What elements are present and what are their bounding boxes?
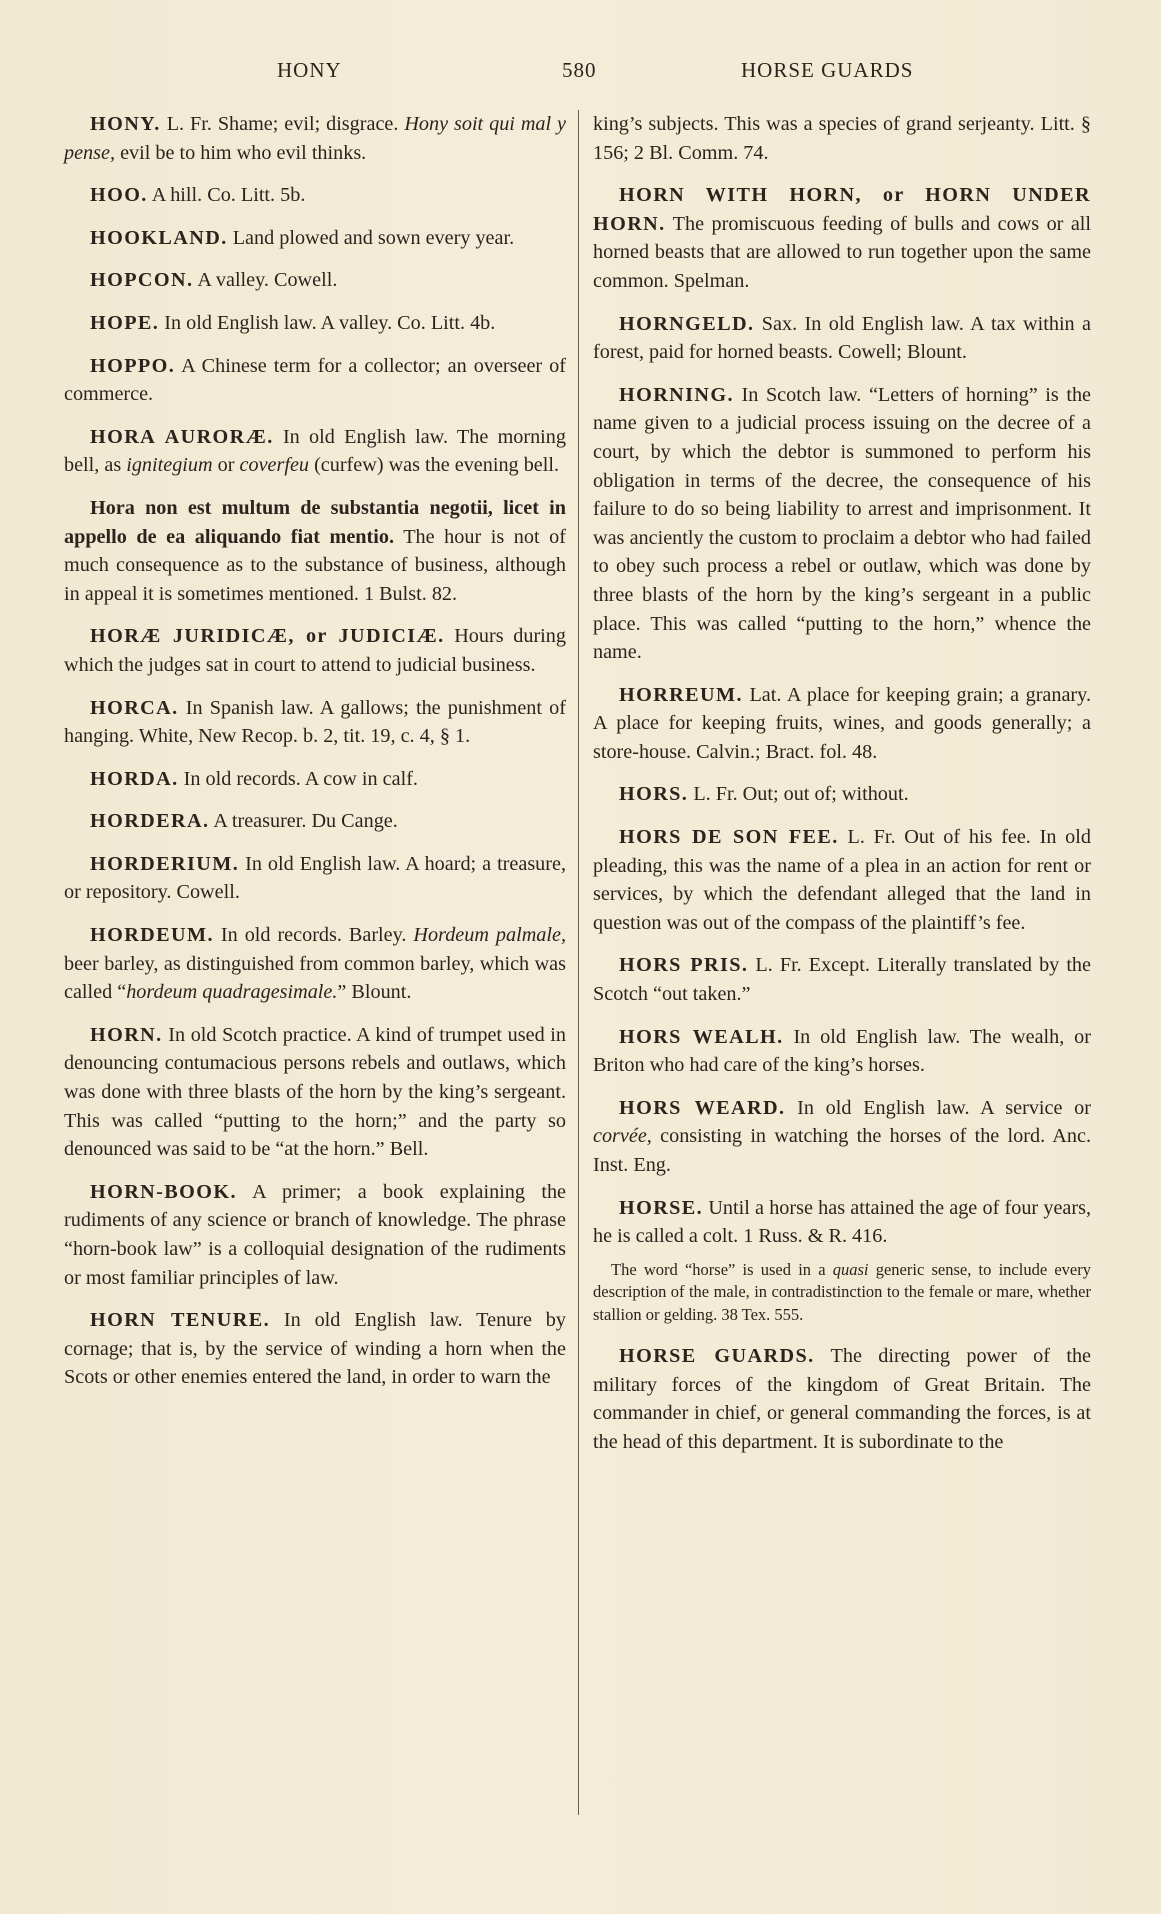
entry-hora-maxim bbox=[64, 494, 566, 608]
definition: L. Fr. Except. Literally translated by the Scotch “out taken.” bbox=[593, 954, 1091, 1006]
note-text: The word “horse” is used in a bbox=[611, 1259, 833, 1279]
definition: The hour is not of much consequence as to the substance of business, although in appeal it is sometimes mentioned. 1 Bulst. 82. bbox=[64, 525, 567, 605]
headword: HORS PRIS. bbox=[619, 954, 749, 977]
entry-hors-pris bbox=[593, 951, 1091, 1008]
left-column bbox=[64, 110, 566, 1406]
entry-horderium bbox=[64, 850, 566, 907]
entry-horreum bbox=[593, 681, 1091, 767]
definition: A primer; a book explaining the rudiments of any science or branch of knowledge. The phrase “horn-book law” is a colloquial designation of the rudiments or most familiar principles of law. bbox=[64, 1180, 566, 1289]
headword: HORSE. bbox=[619, 1196, 704, 1219]
definition: In Spanish law. A gallows; the punishment of hanging. White, New Recop. b. 2, tit. 19, c. 4, § 1. bbox=[64, 696, 566, 748]
entry-hony bbox=[64, 110, 566, 167]
entry-hope bbox=[64, 309, 566, 338]
entry-hookland bbox=[64, 224, 566, 253]
definition: evil be to him who evil thinks. bbox=[115, 141, 367, 164]
entry-horse-guards bbox=[593, 1342, 1091, 1456]
definition: or bbox=[212, 454, 240, 477]
definition: In Scotch law. “Letters of horning” is the name given to a judicial process issuing on the decree of a court, by which the debtor is summoned to perform his obligation in terms of the decree, the consequence of his failure to do so being liability to arrest and imprisonment. It was anciently the custom to proclaim a debtor who had failed to obey such process a rebel or outlaw, which was done by three blasts of the horn by the king’s sergeant in a public place. This was called “putting to the horn,” whence the name. bbox=[593, 383, 1091, 664]
entry-hors bbox=[593, 780, 1091, 809]
entry-hoo bbox=[64, 181, 566, 210]
italic-term: Hordeum palmale, bbox=[413, 924, 566, 947]
entry-horngeld bbox=[593, 310, 1091, 367]
definition: L. Fr. Out of his fee. In old pleading, this was the name of a plea in an action for rent or services, by which the defendant alleged that the land in question was out of the compass of the plaintiff’s fee. bbox=[593, 826, 1091, 934]
maxim-italic: Hony soit qui mal y pense, bbox=[64, 113, 566, 164]
headword: HORA AURORÆ. bbox=[90, 425, 274, 448]
headword: HORNGELD. bbox=[619, 312, 755, 335]
headword: HONY. bbox=[90, 113, 161, 135]
definition: L. Fr. Shame; evil; disgrace. bbox=[160, 113, 405, 135]
entry-horca bbox=[64, 694, 566, 751]
headword: HORSE GUARDS. bbox=[619, 1345, 815, 1368]
headword: HORN WITH HORN, or HORN UNDER HORN. bbox=[593, 184, 1091, 235]
definition: In old English law. The morning bell, as bbox=[64, 425, 566, 477]
italic-term: hordeum quadragesimale. bbox=[126, 981, 338, 1004]
entry-hora-aurorae bbox=[64, 423, 566, 480]
headword: HORS WEALH. bbox=[619, 1025, 784, 1048]
definition: In old English law. A service or bbox=[785, 1096, 1091, 1119]
entry-horae-juridicae bbox=[64, 622, 566, 679]
headword: HORREUM. bbox=[619, 683, 743, 706]
headword: HORS WEARD. bbox=[619, 1096, 786, 1119]
definition: Lat. A place for keeping grain; a granary. A place for keeping fruits, wines, and goods generally; a store-house. Calvin.; Bract. fol. 48. bbox=[593, 683, 1091, 763]
entry-horn-book bbox=[64, 1178, 566, 1292]
entry-hordera bbox=[64, 807, 566, 836]
entry-hors-weard bbox=[593, 1094, 1091, 1180]
headword: HORS. bbox=[619, 783, 689, 806]
definition: consisting in watching the horses of the lord. Anc. Inst. Eng. bbox=[593, 1125, 1091, 1176]
definition: A hill. Co. Litt. 5b. bbox=[147, 184, 306, 207]
definition: In old English law. The wealh, or Briton who had care of the king’s horses. bbox=[593, 1025, 1091, 1077]
definition: Sax. In old English law. A tax within a forest, paid for horned beasts. Cowell; Blount. bbox=[593, 312, 1091, 364]
column-divider bbox=[578, 110, 579, 1815]
headword: HORN. bbox=[90, 1023, 163, 1046]
headword: HORDERIUM. bbox=[90, 852, 240, 875]
headword: HORS DE SON FEE. bbox=[619, 826, 839, 849]
headword: HORDEUM. bbox=[90, 924, 214, 947]
note-text: generic sense, to include every description of the male, in contradistinction to the female or mare, whether stallion or gelding. 38 Tex. 555. bbox=[593, 1259, 1091, 1324]
definition: ” Blount. bbox=[337, 981, 412, 1004]
headword: HORDA. bbox=[90, 767, 179, 790]
entry-hordeum bbox=[64, 921, 566, 1007]
definition: Hours during which the judges sat in court to attend to judicial business. bbox=[64, 625, 566, 676]
entry-horse bbox=[593, 1194, 1091, 1251]
headword: HOO. bbox=[90, 184, 148, 207]
definition: In old records. Barley. bbox=[213, 924, 414, 947]
entry-horda bbox=[64, 765, 566, 794]
entry-horning bbox=[593, 381, 1091, 667]
headword: HORN TENURE. bbox=[90, 1309, 271, 1332]
headword: HOPCON. bbox=[90, 269, 194, 292]
definition: beer barley, as distinguished from common barley, which was called “ bbox=[64, 952, 566, 1004]
definition: Until a horse has attained the age of four years, he is called a colt. 1 Russ. & R. 416. bbox=[593, 1196, 1091, 1248]
definition: In old records. A cow in calf. bbox=[178, 767, 418, 790]
headword: HORCA. bbox=[90, 696, 179, 719]
right-column bbox=[593, 110, 1091, 1471]
italic-term: ignitegium bbox=[126, 454, 213, 477]
definition: In old Scotch practice. A kind of trumpet used in denouncing contumacious persons rebels and outlaws, which was done with three blasts of the horn by the king’s sergeant. This was called “putting to the horn;” and the party so denounced was said to be “at the horn.” Bell. bbox=[64, 1023, 566, 1161]
header-first-word: HONY bbox=[277, 58, 342, 82]
running-header bbox=[0, 58, 1161, 90]
headword: HORÆ JURIDICÆ, or JUDICIÆ. bbox=[90, 625, 445, 648]
definition: In old English law. A valley. Co. Litt. 4b. bbox=[159, 311, 496, 334]
entry-hopcon bbox=[64, 266, 566, 295]
header-last-word: HORSE GUARDS bbox=[741, 58, 914, 82]
page-number: 580 bbox=[562, 58, 597, 82]
italic-term: corvée, bbox=[593, 1125, 652, 1148]
headword: HORN-BOOK. bbox=[90, 1180, 237, 1203]
definition: L. Fr. Out; out of; without. bbox=[688, 783, 909, 806]
italic-term: coverfeu bbox=[239, 454, 310, 477]
entry-horn-tenure bbox=[64, 1306, 566, 1392]
entry-hors-wealh bbox=[593, 1023, 1091, 1080]
definition: Land plowed and sown every year. bbox=[227, 226, 515, 249]
entry-hoppo bbox=[64, 352, 566, 409]
definition: A treasurer. Du Cange. bbox=[209, 810, 398, 833]
headword: HORNING. bbox=[619, 383, 734, 406]
italic-term: quasi bbox=[832, 1259, 869, 1279]
entry-horse-note bbox=[593, 1259, 1091, 1327]
entry-hors-de-son-fee bbox=[593, 823, 1091, 937]
definition: The directing power of the military forces of the kingdom of Great Britain. The commander in chief, or general commanding the forces, is at the head of this department. It is subordinate to the bbox=[593, 1345, 1092, 1454]
entry-horn bbox=[64, 1021, 566, 1164]
definition: The promiscuous feeding of bulls and cows or all horned beasts that are allowed to run together upon the same common. Spelman. bbox=[593, 212, 1091, 292]
latin-maxim: Hora non est multum de substantia negotii, licet in appello de ea aliquando fiat mentio. bbox=[64, 496, 566, 548]
definition: A Chinese term for a collector; an overseer of commerce. bbox=[64, 354, 566, 406]
continued-text: king’s subjects. This was a species of grand serjeanty. Litt. § 156; 2 Bl. Comm. 74. bbox=[593, 113, 1091, 164]
definition: (curfew) was the evening bell. bbox=[309, 454, 560, 477]
headword: HOPPO. bbox=[90, 354, 176, 377]
definition: In old English law. A hoard; a treasure, or repository. Cowell. bbox=[64, 852, 566, 904]
headword: HOOKLAND. bbox=[90, 226, 228, 249]
definition: In old English law. Tenure by cornage; that is, by the service of winding a horn when the Scots or other enemies entered the land, in order to warn the bbox=[64, 1309, 566, 1389]
headword: HORDERA. bbox=[90, 810, 210, 833]
headword: HOPE. bbox=[90, 311, 160, 334]
definition: A valley. Cowell. bbox=[193, 269, 338, 292]
entry-horn-with-horn bbox=[593, 181, 1091, 295]
